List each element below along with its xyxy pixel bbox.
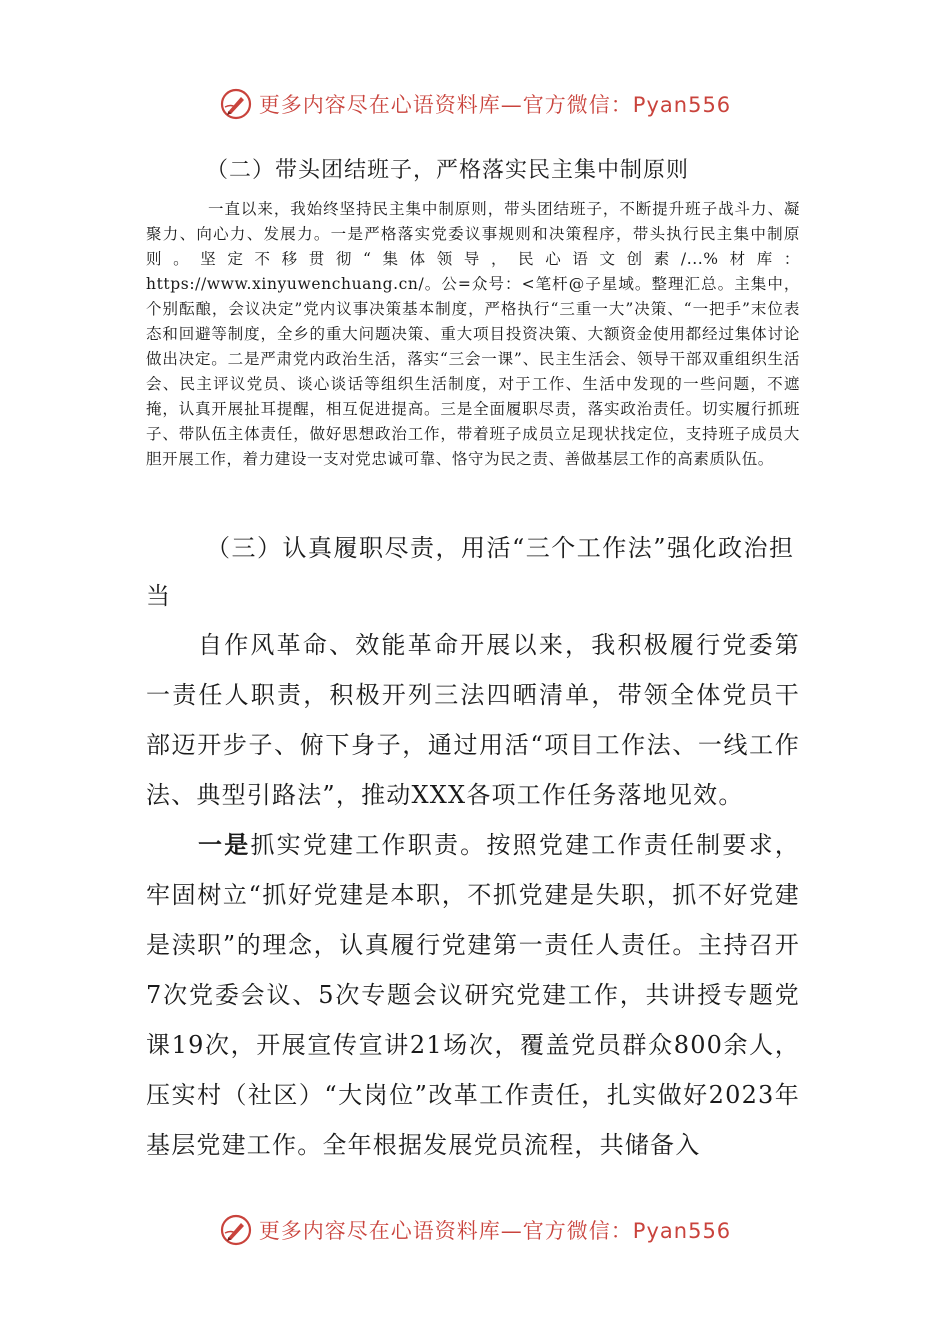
pen-logo-icon bbox=[219, 1213, 253, 1247]
section-heading-3: （三）认真履职尽责，用活“三个工作法”强化政治担当 bbox=[146, 534, 795, 610]
paragraph-work-methods: 自作风革命、效能革命开展以来，我积极履行党委第一责任人职责，积极开列三法四晒清单，带领全体党员干部迈开步子、俯下身子，通过用活“项目工作法、一线工作法、典型引路法”，推动XXX各项工作任务落地见效。 bbox=[146, 631, 800, 809]
watermark-text: 更多内容尽在心语资料库—官方微信：Pyan556 bbox=[258, 93, 732, 117]
paragraph-party-building bbox=[146, 820, 800, 1170]
pen-logo-icon bbox=[219, 87, 253, 121]
paragraph-lead: 一是 bbox=[198, 830, 251, 859]
section-heading-2: （二）带头团结班子，严格落实民主集中制原则 bbox=[206, 158, 690, 183]
header-watermark-banner bbox=[0, 84, 950, 124]
watermark-text: 更多内容尽在心语资料库—官方微信：Pyan556 bbox=[258, 1219, 732, 1243]
footer-watermark-banner bbox=[0, 1210, 950, 1250]
paragraph-body: 抓实党建工作职责。按照党建工作责任制要求，牢固树立“抓好党建是本职，不抓党建是失职，抓不好党建是渎职”的理念，认真履行党建第一责任人责任。主持召开7次党委会议、5次专题会议研究党建工作，共讲授专题党课19次，开展宣传宣讲21场次，覆盖党员群众800余人，压实村（社区）“大岗位”改革工作责任，扎实做好2023年基层党建工作。全年根据发展党员流程，共储备入 bbox=[146, 831, 800, 1159]
paragraph-democratic-centralism: 一直以来，我始终坚持民主集中制原则，带头团结班子，不断提升班子战斗力、凝聚力、向心力、发展力。一是严格落实党委议事规则和决策程序，带头执行民主集中制原则。坚定不移贯彻“集体领导，民心语文创素/...%材库：https://www.xinyuwenchuang.cn/。公=众号：<笔杆@子星域。整理汇总。主集中，个别酝酿，会议决定”党内议事决策基本制度，严格执行“三重一大”决策、“一把手”末位表态和回避等制度，全乡的重大问题决策、重大项目投资决策、大额资金使用都经过集体讨论做出决定。二是严肃党内政治生活，落实“三会一课”、民主生活会、领导干部双重组织生活会、民主评议党员、谈心谈话等组织生活制度，对于工作、生活中发现的一些问题，不遮掩，认真开展扯耳提醒，相互促进提高。三是全面履职尽责，落实政治责任。切实履行抓班子、带队伍主体责任，做好思想政治工作，带着班子成员立足现状找定位，支持班子成员大胆开展工作，着力建设一支对党忠诚可靠、恪守为民之责、善做基层工作的高素质队伍。 bbox=[146, 200, 800, 468]
